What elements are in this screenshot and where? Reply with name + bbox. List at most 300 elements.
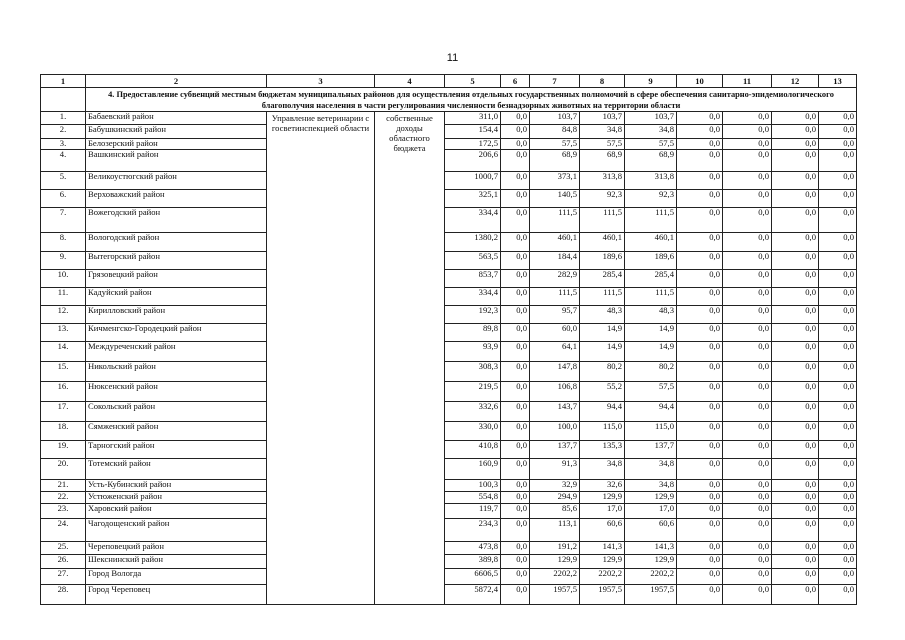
subvention-table xyxy=(40,74,857,605)
value-cell: 0,0 xyxy=(723,288,772,306)
district-name: Вожегодский район xyxy=(86,208,267,233)
table-row xyxy=(41,125,857,139)
district-name: Бабаевский район xyxy=(86,112,267,125)
value-cell: 0,0 xyxy=(677,555,723,569)
value-cell: 0,0 xyxy=(819,422,857,441)
value-cell: 0,0 xyxy=(772,208,819,233)
row-number: 6. xyxy=(41,190,86,208)
value-cell: 389,8 xyxy=(445,555,501,569)
value-cell: 0,0 xyxy=(501,190,530,208)
value-cell: 0,0 xyxy=(772,190,819,208)
value-cell: 160,9 xyxy=(445,459,501,480)
row-number: 24. xyxy=(41,519,86,542)
district-name: Грязовецкий район xyxy=(86,270,267,288)
value-cell: 0,0 xyxy=(772,252,819,270)
value-cell: 334,4 xyxy=(445,288,501,306)
value-cell: 0,0 xyxy=(677,362,723,382)
value-cell: 111,5 xyxy=(530,208,580,233)
value-cell: 0,0 xyxy=(501,233,530,252)
table-row xyxy=(41,362,857,382)
value-cell: 68,9 xyxy=(625,150,677,172)
value-cell: 234,3 xyxy=(445,519,501,542)
value-cell: 0,0 xyxy=(677,441,723,459)
value-cell: 0,0 xyxy=(772,112,819,125)
value-cell: 84,8 xyxy=(530,125,580,139)
row-number: 11. xyxy=(41,288,86,306)
value-cell: 115,0 xyxy=(625,422,677,441)
value-cell: 0,0 xyxy=(772,569,819,585)
value-cell: 129,9 xyxy=(625,492,677,504)
value-cell: 332,6 xyxy=(445,402,501,422)
district-name: Усть-Кубинский район xyxy=(86,480,267,492)
value-cell: 0,0 xyxy=(819,139,857,150)
value-cell: 14,9 xyxy=(625,342,677,362)
value-cell: 0,0 xyxy=(819,125,857,139)
value-cell: 60,6 xyxy=(580,519,625,542)
table-row xyxy=(41,306,857,324)
value-cell: 0,0 xyxy=(501,150,530,172)
table-row xyxy=(41,569,857,585)
value-cell: 64,1 xyxy=(530,342,580,362)
value-cell: 0,0 xyxy=(819,441,857,459)
value-cell: 0,0 xyxy=(772,542,819,555)
table-row xyxy=(41,288,857,306)
value-cell: 0,0 xyxy=(723,270,772,288)
value-cell: 0,0 xyxy=(723,172,772,190)
section-blank-cell xyxy=(41,88,86,112)
value-cell: 0,0 xyxy=(677,112,723,125)
value-cell: 0,0 xyxy=(677,504,723,519)
funding-source-cell: собственные доходы областного бюджета xyxy=(375,112,445,605)
value-cell: 219,5 xyxy=(445,382,501,402)
value-cell: 0,0 xyxy=(723,422,772,441)
col-header: 13 xyxy=(819,75,857,88)
district-name: Череповецкий район xyxy=(86,542,267,555)
value-cell: 0,0 xyxy=(819,382,857,402)
value-cell: 0,0 xyxy=(772,233,819,252)
value-cell: 0,0 xyxy=(723,555,772,569)
table-row xyxy=(41,585,857,605)
row-number: 2. xyxy=(41,125,86,139)
value-cell: 0,0 xyxy=(501,480,530,492)
value-cell: 0,0 xyxy=(723,492,772,504)
value-cell: 0,0 xyxy=(819,208,857,233)
value-cell: 0,0 xyxy=(677,382,723,402)
district-name: Кичменгско-Городецкий район xyxy=(86,324,267,342)
value-cell: 57,5 xyxy=(625,139,677,150)
value-cell: 0,0 xyxy=(501,519,530,542)
value-cell: 192,3 xyxy=(445,306,501,324)
col-header: 9 xyxy=(625,75,677,88)
district-name: Никольский район xyxy=(86,362,267,382)
row-number: 19. xyxy=(41,441,86,459)
row-number: 17. xyxy=(41,402,86,422)
table-row xyxy=(41,112,857,125)
value-cell: 0,0 xyxy=(819,459,857,480)
district-name: Междуреченский район xyxy=(86,342,267,362)
value-cell: 57,5 xyxy=(580,139,625,150)
value-cell: 34,8 xyxy=(580,459,625,480)
value-cell: 0,0 xyxy=(501,342,530,362)
value-cell: 129,9 xyxy=(580,555,625,569)
value-cell: 103,7 xyxy=(530,112,580,125)
value-cell: 0,0 xyxy=(501,324,530,342)
value-cell: 0,0 xyxy=(501,492,530,504)
district-name: Вытегорский район xyxy=(86,252,267,270)
value-cell: 0,0 xyxy=(723,324,772,342)
value-cell: 189,6 xyxy=(625,252,677,270)
value-cell: 60,0 xyxy=(530,324,580,342)
value-cell: 0,0 xyxy=(772,492,819,504)
value-cell: 0,0 xyxy=(772,125,819,139)
table-row xyxy=(41,519,857,542)
row-number: 1. xyxy=(41,112,86,125)
value-cell: 55,2 xyxy=(580,382,625,402)
value-cell: 0,0 xyxy=(501,139,530,150)
row-number: 20. xyxy=(41,459,86,480)
value-cell: 0,0 xyxy=(819,233,857,252)
value-cell: 554,8 xyxy=(445,492,501,504)
value-cell: 141,3 xyxy=(580,542,625,555)
district-name: Город Вологда xyxy=(86,569,267,585)
district-name: Белозерский район xyxy=(86,139,267,150)
value-cell: 0,0 xyxy=(677,585,723,605)
value-cell: 60,6 xyxy=(625,519,677,542)
value-cell: 0,0 xyxy=(723,208,772,233)
value-cell: 0,0 xyxy=(723,480,772,492)
value-cell: 0,0 xyxy=(677,208,723,233)
value-cell: 0,0 xyxy=(677,492,723,504)
value-cell: 172,5 xyxy=(445,139,501,150)
col-header: 10 xyxy=(677,75,723,88)
value-cell: 0,0 xyxy=(819,172,857,190)
value-cell: 57,5 xyxy=(625,382,677,402)
value-cell: 34,8 xyxy=(625,125,677,139)
value-cell: 6606,5 xyxy=(445,569,501,585)
district-name: Великоустюгский район xyxy=(86,172,267,190)
row-number: 23. xyxy=(41,504,86,519)
value-cell: 1957,5 xyxy=(530,585,580,605)
value-cell: 2202,2 xyxy=(580,569,625,585)
col-header: 11 xyxy=(723,75,772,88)
value-cell: 0,0 xyxy=(772,324,819,342)
value-cell: 0,0 xyxy=(723,125,772,139)
value-cell: 0,0 xyxy=(819,504,857,519)
value-cell: 68,9 xyxy=(580,150,625,172)
value-cell: 0,0 xyxy=(772,585,819,605)
row-number: 21. xyxy=(41,480,86,492)
value-cell: 0,0 xyxy=(819,324,857,342)
value-cell: 0,0 xyxy=(723,504,772,519)
value-cell: 0,0 xyxy=(819,519,857,542)
value-cell: 140,5 xyxy=(530,190,580,208)
value-cell: 0,0 xyxy=(819,342,857,362)
value-cell: 0,0 xyxy=(772,382,819,402)
header-row xyxy=(41,75,857,88)
district-name: Сокольский район xyxy=(86,402,267,422)
value-cell: 57,5 xyxy=(530,139,580,150)
table-row xyxy=(41,555,857,569)
value-cell: 0,0 xyxy=(501,112,530,125)
value-cell: 1000,7 xyxy=(445,172,501,190)
col-header: 1 xyxy=(41,75,86,88)
value-cell: 93,9 xyxy=(445,342,501,362)
value-cell: 0,0 xyxy=(772,270,819,288)
value-cell: 91,3 xyxy=(530,459,580,480)
district-name: Город Череповец xyxy=(86,585,267,605)
value-cell: 0,0 xyxy=(723,519,772,542)
value-cell: 111,5 xyxy=(530,288,580,306)
value-cell: 0,0 xyxy=(723,362,772,382)
value-cell: 0,0 xyxy=(677,480,723,492)
value-cell: 135,3 xyxy=(580,441,625,459)
value-cell: 113,1 xyxy=(530,519,580,542)
value-cell: 0,0 xyxy=(723,382,772,402)
row-number: 8. xyxy=(41,233,86,252)
value-cell: 0,0 xyxy=(677,233,723,252)
value-cell: 14,9 xyxy=(580,342,625,362)
row-number: 10. xyxy=(41,270,86,288)
value-cell: 48,3 xyxy=(580,306,625,324)
table-row xyxy=(41,139,857,150)
value-cell: 294,9 xyxy=(530,492,580,504)
value-cell: 80,2 xyxy=(625,362,677,382)
row-number: 3. xyxy=(41,139,86,150)
value-cell: 0,0 xyxy=(819,306,857,324)
value-cell: 94,4 xyxy=(580,402,625,422)
value-cell: 0,0 xyxy=(677,190,723,208)
value-cell: 0,0 xyxy=(501,208,530,233)
district-name: Харовский район xyxy=(86,504,267,519)
value-cell: 0,0 xyxy=(501,441,530,459)
value-cell: 0,0 xyxy=(723,233,772,252)
value-cell: 147,8 xyxy=(530,362,580,382)
value-cell: 308,3 xyxy=(445,362,501,382)
value-cell: 0,0 xyxy=(772,504,819,519)
table-row xyxy=(41,150,857,172)
value-cell: 48,3 xyxy=(625,306,677,324)
value-cell: 92,3 xyxy=(625,190,677,208)
value-cell: 5872,4 xyxy=(445,585,501,605)
value-cell: 94,4 xyxy=(625,402,677,422)
table-row xyxy=(41,342,857,362)
value-cell: 0,0 xyxy=(772,150,819,172)
row-number: 16. xyxy=(41,382,86,402)
value-cell: 0,0 xyxy=(819,555,857,569)
value-cell: 17,0 xyxy=(625,504,677,519)
table-row xyxy=(41,172,857,190)
value-cell: 184,4 xyxy=(530,252,580,270)
value-cell: 285,4 xyxy=(580,270,625,288)
value-cell: 0,0 xyxy=(819,362,857,382)
value-cell: 0,0 xyxy=(501,402,530,422)
value-cell: 0,0 xyxy=(772,480,819,492)
row-number: 4. xyxy=(41,150,86,172)
value-cell: 0,0 xyxy=(677,288,723,306)
district-name: Нюксенский район xyxy=(86,382,267,402)
value-cell: 137,7 xyxy=(530,441,580,459)
district-name: Шекснинский район xyxy=(86,555,267,569)
value-cell: 1957,5 xyxy=(580,585,625,605)
value-cell: 0,0 xyxy=(819,569,857,585)
value-cell: 0,0 xyxy=(501,459,530,480)
value-cell: 0,0 xyxy=(723,252,772,270)
table-row xyxy=(41,324,857,342)
value-cell: 0,0 xyxy=(501,252,530,270)
table-row xyxy=(41,459,857,480)
table-row xyxy=(41,270,857,288)
value-cell: 0,0 xyxy=(501,542,530,555)
value-cell: 0,0 xyxy=(723,190,772,208)
col-header: 5 xyxy=(445,75,501,88)
value-cell: 313,8 xyxy=(580,172,625,190)
value-cell: 0,0 xyxy=(723,306,772,324)
value-cell: 0,0 xyxy=(819,402,857,422)
value-cell: 111,5 xyxy=(580,288,625,306)
table-row xyxy=(41,208,857,233)
table-row xyxy=(41,504,857,519)
value-cell: 330,0 xyxy=(445,422,501,441)
value-cell: 0,0 xyxy=(723,441,772,459)
section-title: 4. Предоставление субвенций местным бюджетам муниципальных районов для осуществления отдельных государственных полномочий в сфере обеспечения санитарно-эпидемиологического благополучия населения в части регулирования численности безнадзорных животных на территории области xyxy=(86,88,857,112)
value-cell: 129,9 xyxy=(580,492,625,504)
value-cell: 0,0 xyxy=(501,382,530,402)
value-cell: 0,0 xyxy=(819,585,857,605)
table-row xyxy=(41,422,857,441)
value-cell: 0,0 xyxy=(819,270,857,288)
value-cell: 0,0 xyxy=(501,306,530,324)
value-cell: 0,0 xyxy=(772,288,819,306)
value-cell: 0,0 xyxy=(819,150,857,172)
col-header: 4 xyxy=(375,75,445,88)
col-header: 7 xyxy=(530,75,580,88)
district-name: Вологодский район xyxy=(86,233,267,252)
district-name: Тотемский район xyxy=(86,459,267,480)
value-cell: 206,6 xyxy=(445,150,501,172)
value-cell: 32,9 xyxy=(530,480,580,492)
row-number: 15. xyxy=(41,362,86,382)
value-cell: 89,8 xyxy=(445,324,501,342)
col-header: 2 xyxy=(86,75,267,88)
value-cell: 0,0 xyxy=(677,139,723,150)
value-cell: 2202,2 xyxy=(530,569,580,585)
value-cell: 0,0 xyxy=(501,422,530,441)
value-cell: 0,0 xyxy=(677,402,723,422)
value-cell: 85,6 xyxy=(530,504,580,519)
value-cell: 0,0 xyxy=(772,519,819,542)
row-number: 9. xyxy=(41,252,86,270)
row-number: 13. xyxy=(41,324,86,342)
value-cell: 1957,5 xyxy=(625,585,677,605)
district-name: Бабушкинский район xyxy=(86,125,267,139)
value-cell: 106,8 xyxy=(530,382,580,402)
value-cell: 0,0 xyxy=(772,555,819,569)
value-cell: 0,0 xyxy=(723,139,772,150)
table-row xyxy=(41,382,857,402)
value-cell: 0,0 xyxy=(723,569,772,585)
value-cell: 0,0 xyxy=(677,306,723,324)
value-cell: 2202,2 xyxy=(625,569,677,585)
table-row xyxy=(41,542,857,555)
value-cell: 14,9 xyxy=(580,324,625,342)
value-cell: 0,0 xyxy=(723,585,772,605)
value-cell: 325,1 xyxy=(445,190,501,208)
value-cell: 0,0 xyxy=(772,342,819,362)
value-cell: 0,0 xyxy=(501,172,530,190)
district-name: Устюженский район xyxy=(86,492,267,504)
value-cell: 189,6 xyxy=(580,252,625,270)
value-cell: 0,0 xyxy=(723,402,772,422)
executor-cell: Управление ветеринарии с госветинспекцией области xyxy=(267,112,375,605)
row-number: 22. xyxy=(41,492,86,504)
value-cell: 0,0 xyxy=(501,125,530,139)
district-name: Верховажский район xyxy=(86,190,267,208)
value-cell: 0,0 xyxy=(677,459,723,480)
value-cell: 460,1 xyxy=(625,233,677,252)
value-cell: 0,0 xyxy=(772,172,819,190)
district-name: Тарногский район xyxy=(86,441,267,459)
value-cell: 0,0 xyxy=(723,112,772,125)
row-number: 27. xyxy=(41,569,86,585)
value-cell: 0,0 xyxy=(819,542,857,555)
value-cell: 129,9 xyxy=(625,555,677,569)
value-cell: 0,0 xyxy=(501,569,530,585)
value-cell: 0,0 xyxy=(677,125,723,139)
value-cell: 285,4 xyxy=(625,270,677,288)
value-cell: 92,3 xyxy=(580,190,625,208)
value-cell: 1380,2 xyxy=(445,233,501,252)
value-cell: 0,0 xyxy=(501,270,530,288)
table-row xyxy=(41,233,857,252)
value-cell: 0,0 xyxy=(772,139,819,150)
value-cell: 0,0 xyxy=(677,172,723,190)
value-cell: 473,8 xyxy=(445,542,501,555)
value-cell: 68,9 xyxy=(530,150,580,172)
value-cell: 0,0 xyxy=(723,342,772,362)
value-cell: 410,8 xyxy=(445,441,501,459)
value-cell: 17,0 xyxy=(580,504,625,519)
value-cell: 143,7 xyxy=(530,402,580,422)
value-cell: 191,2 xyxy=(530,542,580,555)
district-name: Кадуйский район xyxy=(86,288,267,306)
district-name: Сямженский район xyxy=(86,422,267,441)
value-cell: 95,7 xyxy=(530,306,580,324)
district-name: Вашкинский район xyxy=(86,150,267,172)
value-cell: 0,0 xyxy=(677,342,723,362)
value-cell: 100,0 xyxy=(530,422,580,441)
value-cell: 34,8 xyxy=(625,459,677,480)
value-cell: 0,0 xyxy=(819,492,857,504)
row-number: 14. xyxy=(41,342,86,362)
value-cell: 129,9 xyxy=(530,555,580,569)
table-row xyxy=(41,402,857,422)
row-number: 26. xyxy=(41,555,86,569)
row-number: 28. xyxy=(41,585,86,605)
row-number: 5. xyxy=(41,172,86,190)
value-cell: 141,3 xyxy=(625,542,677,555)
value-cell: 0,0 xyxy=(772,362,819,382)
value-cell: 0,0 xyxy=(677,542,723,555)
page-number: 11 xyxy=(446,52,459,64)
value-cell: 154,4 xyxy=(445,125,501,139)
value-cell: 0,0 xyxy=(501,585,530,605)
value-cell: 0,0 xyxy=(819,190,857,208)
value-cell: 0,0 xyxy=(501,362,530,382)
value-cell: 0,0 xyxy=(772,459,819,480)
value-cell: 0,0 xyxy=(501,504,530,519)
value-cell: 0,0 xyxy=(677,324,723,342)
value-cell: 100,3 xyxy=(445,480,501,492)
